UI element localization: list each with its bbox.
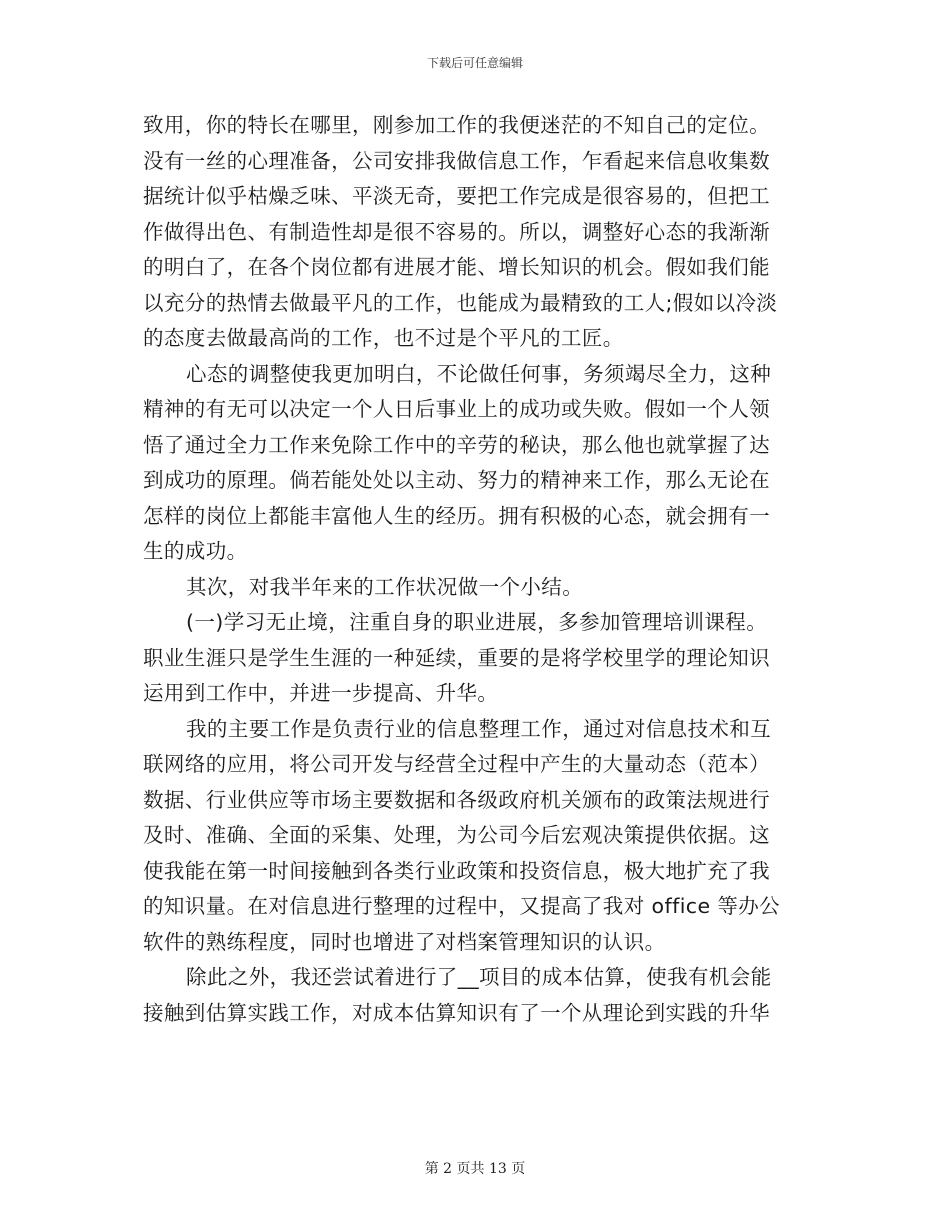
text-line: 运用到工作中，并进一步提高、升华。 xyxy=(143,681,499,705)
text-line: 的明白了，在各个岗位都有进展才能、增长知识的机会。假如我们能 xyxy=(143,255,770,279)
text-line: 我的主要工作是负责行业的信息整理工作，通过对信息技术和互 xyxy=(186,716,772,741)
document-body xyxy=(143,108,809,1031)
text-line: 没有一丝的心理准备，公司安排我做信息工作，乍看起来信息收集数 xyxy=(143,148,770,173)
text-line: 据统计似乎枯燥乏味、平淡无奇，要把工作完成是很容易的，但把工 xyxy=(143,184,770,208)
text-line: 作做得出色、有制造性却是很不容易的。所以，调整好心态的我渐渐 xyxy=(143,219,770,244)
text-line: 接触到估算实践工作，对成本估算知识有了一个从理论到实践的升华 xyxy=(143,1000,770,1025)
text-line: 心态的调整使我更加明白，不论做任何事，务须竭尽全力，这种 xyxy=(186,361,772,386)
text-line: 职业生涯只是学生生涯的一种延续，重要的是将学校里学的理论知识 xyxy=(143,645,770,670)
text-line: 除此之外，我还尝试着进行了__项目的成本估算，使我有机会能 xyxy=(186,965,772,989)
text-line: 数据、行业供应等市场主要数据和各级政府机关颁布的政策法规进行 xyxy=(143,787,770,812)
text-line: 生的成功。 xyxy=(143,539,248,563)
text-line: 致用，你的特长在哪里，刚参加工作的我便迷茫的不知自己的定位。 xyxy=(143,113,770,137)
text-line: 以充分的热情去做最平凡的工作，也能成为最精致的工人;假如以冷淡 xyxy=(143,290,778,315)
text-line: 联网络的应用，将公司开发与经营全过程中产生的大量动态（范本） xyxy=(143,752,770,776)
text-line: 软件的熟练程度，同时也增进了对档案管理知识的认识。 xyxy=(143,929,666,954)
text-line: 的态度去做最高尚的工作，也不过是个平凡的工匠。 xyxy=(143,326,624,350)
page-footer: 第 2 页共 13 页 xyxy=(424,1161,526,1177)
text-line: 的知识量。在对信息进行整理的过程中，又提高了我对 office 等办公 xyxy=(143,894,781,918)
text-line: 到成功的原理。倘若能处处以主动、努力的精神来工作，那么无论在 xyxy=(143,468,770,492)
text-line: 悟了通过全力工作来免除工作中的辛劳的秘诀，那么他也就掌握了达 xyxy=(143,432,770,457)
text-line: 及时、准确、全面的采集、处理，为公司今后宏观决策提供依据。这 xyxy=(143,823,770,847)
page-header: 下载后可任意编辑 xyxy=(426,56,523,70)
text-line: 其次，对我半年来的工作状况做一个小结。 xyxy=(186,574,584,599)
text-line: 使我能在第一时间接触到各类行业政策和投资信息，极大地扩充了我 xyxy=(143,858,770,883)
text-line: (一)学习无止境，注重自身的职业进展，多参加管理培训课程。 xyxy=(186,610,768,634)
text-line: 怎样的岗位上都能丰富他人生的经历。拥有积极的心态，就会拥有一 xyxy=(143,503,770,528)
text-line: 精神的有无可以决定一个人日后事业上的成功或失败。假如一个人领 xyxy=(143,397,770,421)
